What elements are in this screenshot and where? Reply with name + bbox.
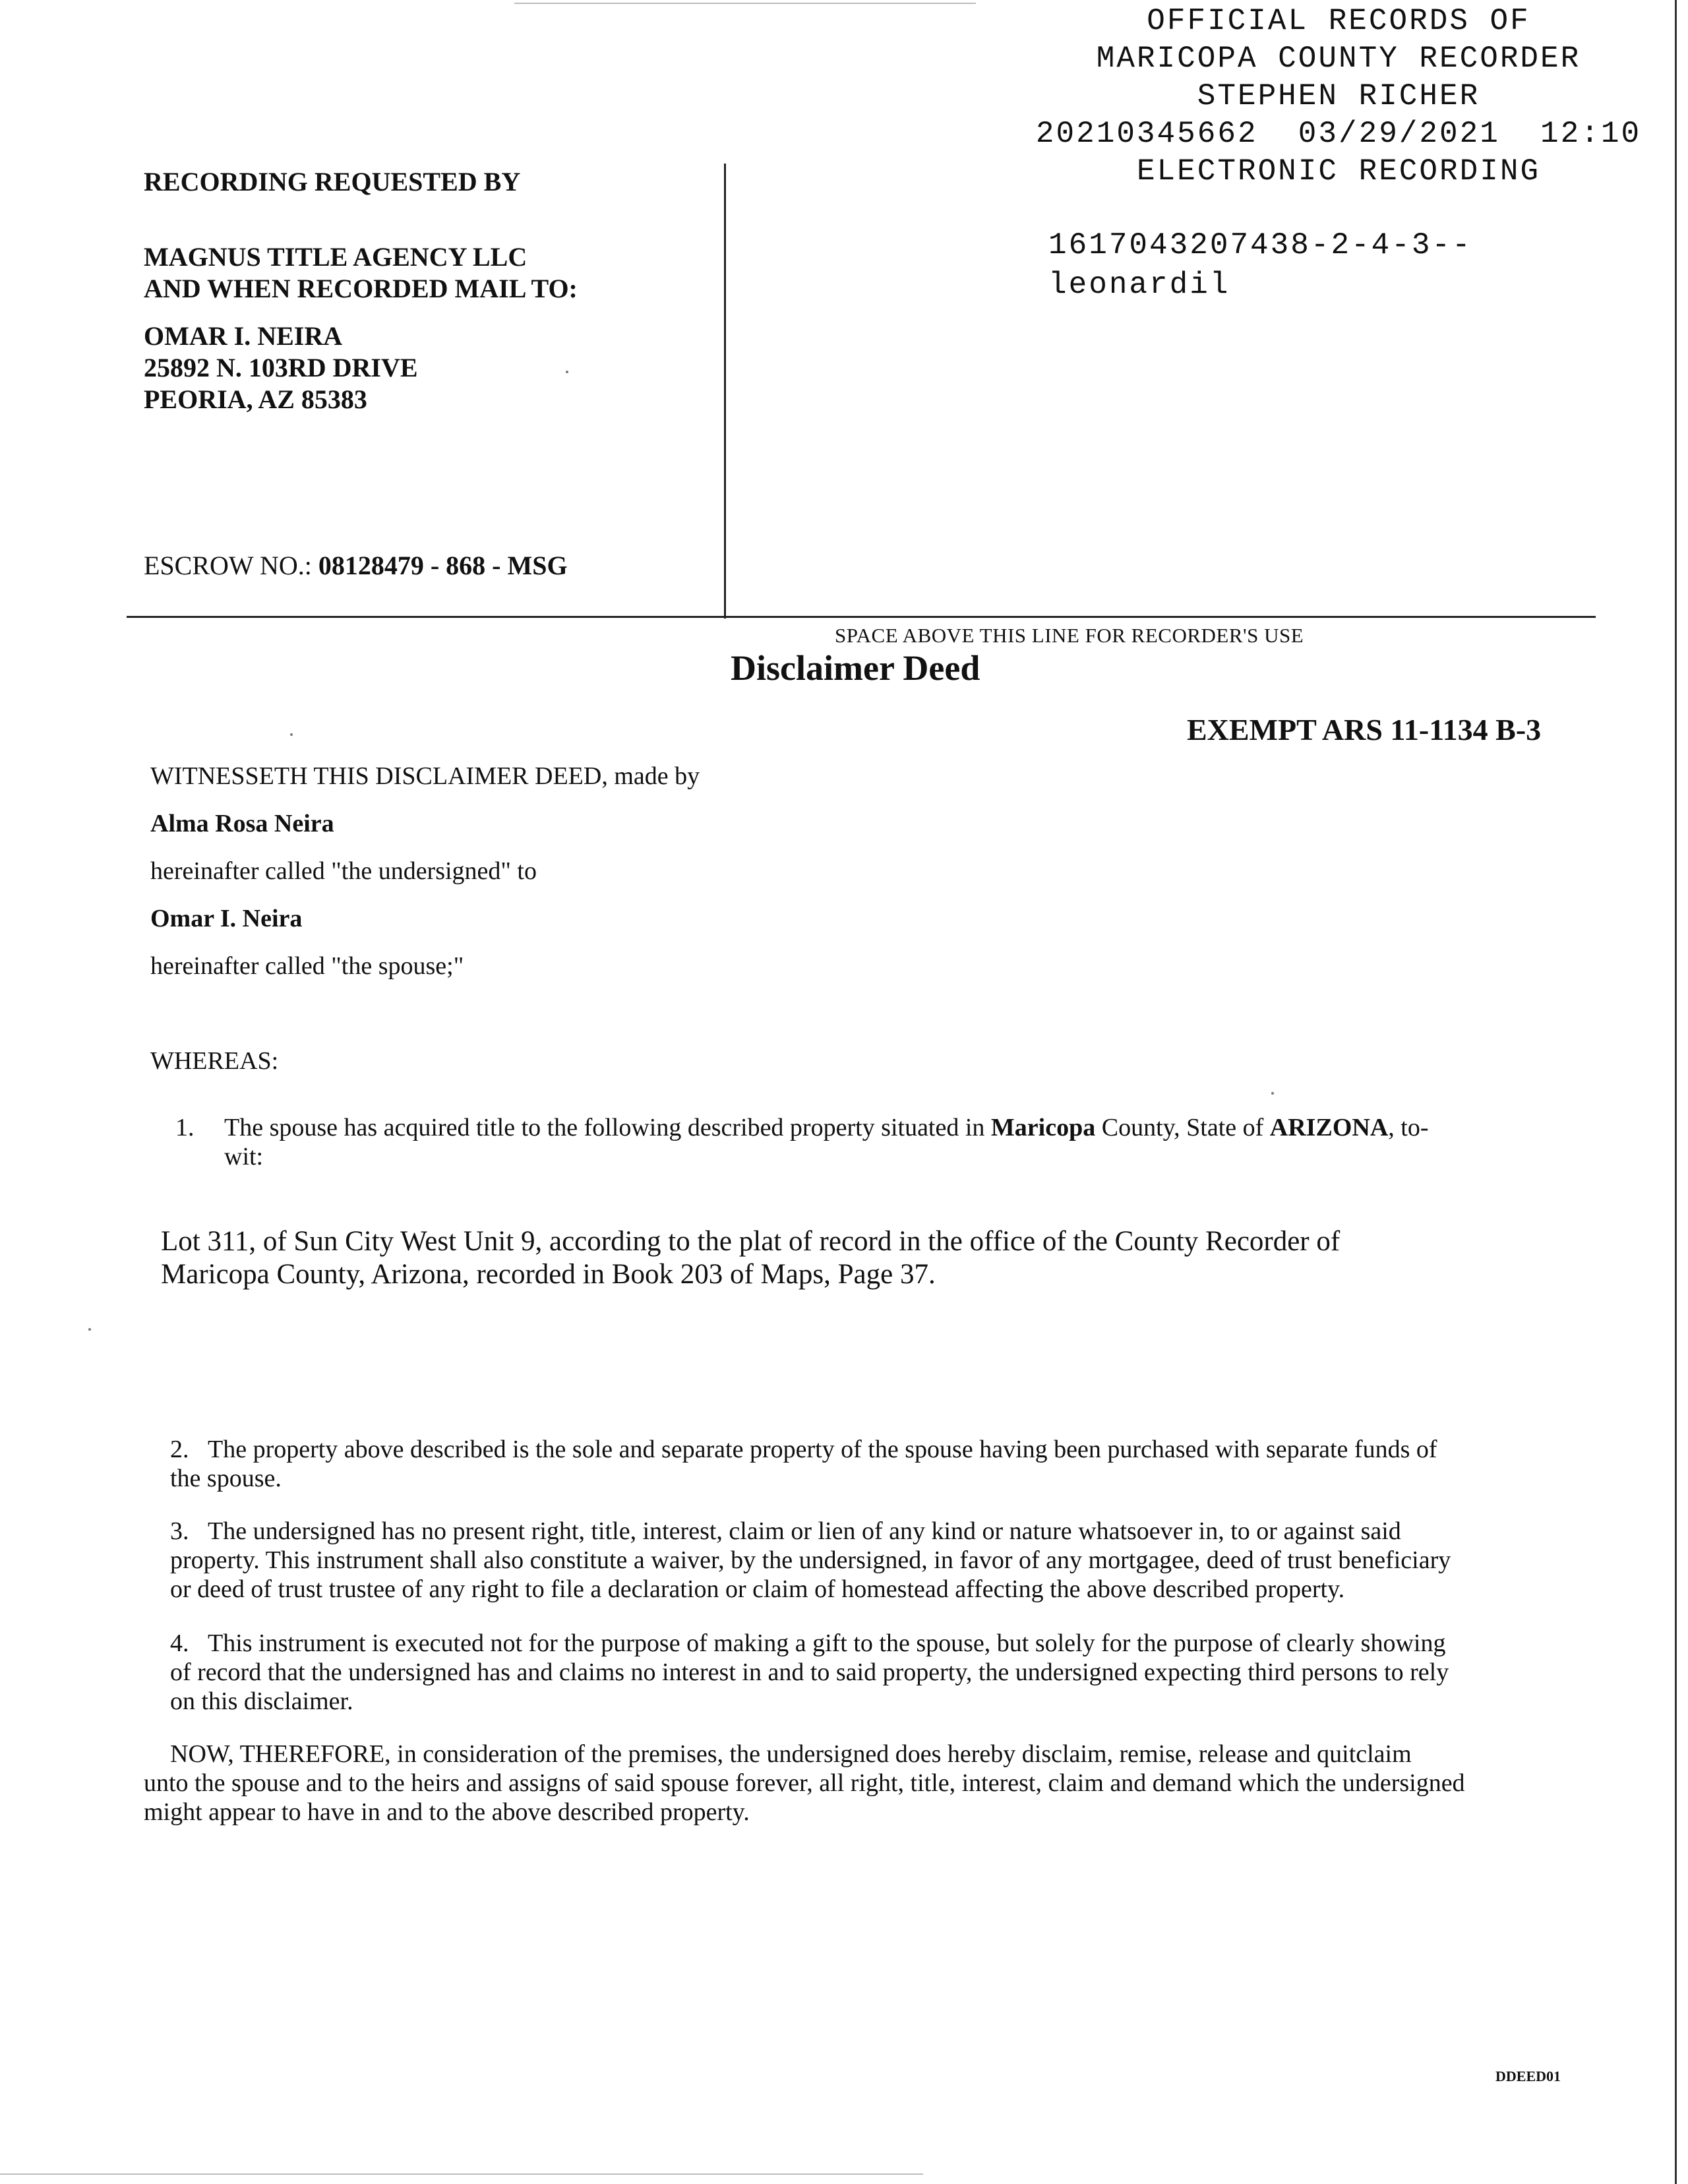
item-1-line-a xyxy=(224,1113,1428,1142)
requested-by-label: RECORDING REQUESTED BY xyxy=(144,167,521,197)
exempt-notice: EXEMPT ARS 11-1134 B-3 xyxy=(1187,713,1542,746)
legal-description-line-1: Lot 311, of Sun City West Unit 9, according to the plat of record in the office of the County Recorder of xyxy=(161,1226,1341,1257)
now-therefore-line-c: might appear to have in and to the above described property. xyxy=(144,1798,750,1826)
whereas-heading: WHEREAS: xyxy=(150,1047,279,1075)
item-4-line-c: on this disclaimer. xyxy=(170,1687,353,1715)
item-3-text-a: The undersigned has no present right, title, interest, claim or lien of any kind or nature whatsoever in, to or against said xyxy=(208,1517,1401,1545)
item-1-line-b: wit: xyxy=(224,1143,264,1170)
legal-description xyxy=(161,1225,1480,1291)
mail-name: OMAR I. NEIRA xyxy=(144,321,343,351)
recorder-line-official: OFFICIAL RECORDS OF xyxy=(1147,4,1530,38)
item-3-line-c: or deed of trust trustee of any right to file a declaration or claim of homestead affecting the above described property. xyxy=(170,1575,1345,1603)
scan-speck xyxy=(1271,1092,1274,1095)
scan-edge-speck xyxy=(0,2173,923,2175)
escrow-line xyxy=(144,550,568,582)
item-3-line-a xyxy=(170,1517,1401,1546)
item-2-text-a: The property above described is the sole and separate property of the spouse having been purchased with separate funds of xyxy=(208,1436,1437,1463)
item-3-number: 3. xyxy=(170,1517,189,1545)
now-therefore-line-b: unto the spouse and to the heirs and assigns of said spouse forever, all right, title, interest, claim and demand which the undersigned xyxy=(144,1769,1465,1797)
escrow-number: 08128479 - 868 - MSG xyxy=(318,551,568,580)
scan-speck xyxy=(290,733,293,736)
agency-name: MAGNUS TITLE AGENCY LLC xyxy=(144,242,528,272)
spouse-phrase: hereinafter called "the spouse;" xyxy=(150,952,464,980)
grantor-name: Alma Rosa Neira xyxy=(150,810,334,837)
legal-description-line-2: Maricopa County, Arizona, recorded in Book 203 of Maps, Page 37. xyxy=(161,1259,936,1290)
now-therefore-line-a: NOW, THEREFORE, in consideration of the premises, the undersigned does hereby disclaim, remise, release and quitclaim xyxy=(170,1740,1412,1768)
header-divider-vertical xyxy=(724,164,726,619)
page-edge xyxy=(1675,0,1677,2184)
item-1-number: 1. xyxy=(175,1114,195,1141)
recorder-line-electronic: ELECTRONIC RECORDING xyxy=(1136,154,1541,189)
mail-city: PEORIA, AZ 85383 xyxy=(144,384,367,414)
page-title: Disclaimer Deed xyxy=(731,648,980,688)
recorder-line-record xyxy=(1029,115,1648,153)
item-3-line-b: property. This instrument shall also constitute a waiver, by the undersigned, in favor of any mortgagee, deed of trust beneficiary xyxy=(170,1546,1451,1574)
item-2-line-b: the spouse. xyxy=(170,1465,282,1492)
recorder-user: leonardil xyxy=(1048,268,1230,302)
undersigned-phrase: hereinafter called "the undersigned" to xyxy=(150,857,537,885)
recorder-doc-id-block xyxy=(1048,226,1472,305)
witnesseth-line: WITNESSETH THIS DISCLAIMER DEED, made by xyxy=(150,762,700,790)
item-4-line-a xyxy=(170,1629,1445,1658)
item-1-text-b: County, State of xyxy=(1101,1114,1264,1141)
item-4-number: 4. xyxy=(170,1629,189,1657)
item-1-county: Maricopa xyxy=(990,1114,1096,1141)
recorder-line-county: MARICOPA COUNTY RECORDER xyxy=(1096,42,1581,76)
mail-to-label: AND WHEN RECORDED MAIL TO: xyxy=(144,274,578,303)
item-1-state: ARIZONA xyxy=(1269,1114,1389,1141)
space-above-note: SPACE ABOVE THIS LINE FOR RECORDER'S USE xyxy=(835,624,1304,647)
item-1-text-a: The spouse has acquired title to the following described property situated in xyxy=(224,1114,985,1141)
record-number: 20210345662 xyxy=(1035,117,1258,151)
grantee-name: Omar I. Neira xyxy=(150,905,303,932)
mail-street: 25892 N. 103RD DRIVE xyxy=(144,353,418,382)
item-4-text-a: This instrument is executed not for the purpose of making a gift to the spouse, but solely for the purpose of clearly showing xyxy=(208,1629,1446,1657)
item-1-text-c: , to- xyxy=(1388,1114,1429,1141)
recorder-stamp xyxy=(1029,3,1648,191)
recorder-doc-id: 1617043207438-2-4-3-- xyxy=(1048,228,1472,262)
record-time: 12:10 xyxy=(1540,117,1642,151)
scan-edge-speck xyxy=(514,3,976,4)
item-2-number: 2. xyxy=(170,1436,189,1463)
recorder-space-line xyxy=(127,616,1596,618)
scan-speck xyxy=(88,1328,91,1331)
record-date: 03/29/2021 xyxy=(1298,117,1500,151)
scan-speck xyxy=(566,371,568,373)
escrow-label: ESCROW NO.: xyxy=(144,551,312,580)
form-code: DDEED01 xyxy=(1495,2068,1561,2084)
item-2-line-a xyxy=(170,1435,1437,1464)
recorder-line-name: STEPHEN RICHER xyxy=(1197,79,1480,113)
item-4-line-b: of record that the undersigned has and claims no interest in and to said property, the undersigned expecting third persons to rely xyxy=(170,1658,1449,1686)
